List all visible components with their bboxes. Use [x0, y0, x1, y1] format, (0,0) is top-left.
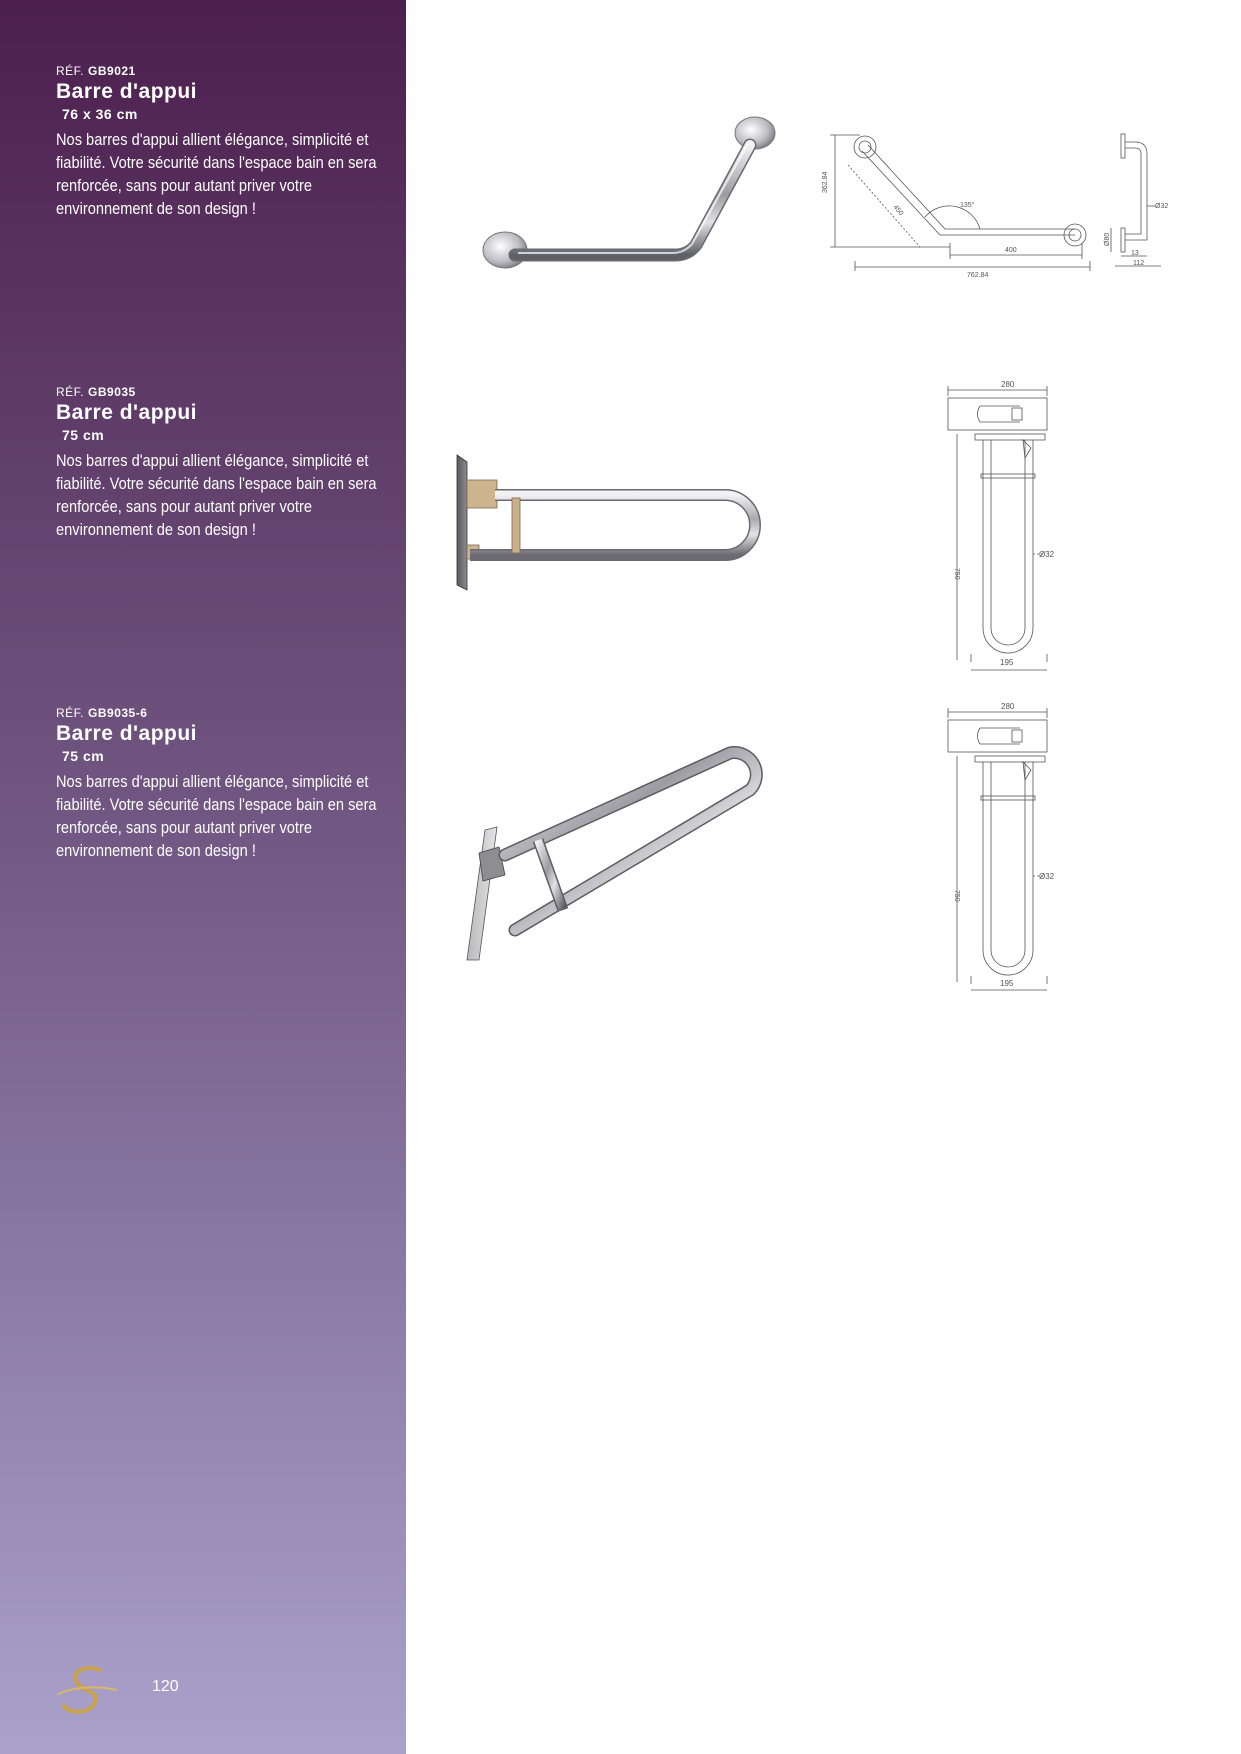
product-ref	[56, 64, 386, 78]
dim-total: 762.84	[967, 272, 989, 279]
dim-length: 750	[953, 890, 960, 902]
product-title: Barre d'appui	[56, 401, 198, 424]
ref-prefix: RÉF.	[56, 706, 85, 720]
dim-lower: 400	[1005, 247, 1017, 254]
sidebar	[0, 0, 406, 1754]
side-offset: 13	[1131, 250, 1139, 257]
technical-drawing-gb9021-side	[1105, 128, 1185, 268]
dim-bottom-width: 195	[1000, 658, 1014, 667]
dim-diameter: Ø32	[1039, 550, 1055, 559]
product-title: Barre d'appui	[56, 722, 198, 745]
technical-drawing-gb9035-6	[935, 700, 1075, 995]
product-size: 75 cm	[62, 427, 105, 443]
side-depth: 112	[1133, 260, 1145, 267]
product-gb9035-6-text	[56, 706, 386, 862]
product-description: Nos barres d'appui allient élégance, simplicité et fiabilité. Votre sécurité dans l'espace bain en sera renforcée, sans pour autant priver votre environnement de son design !	[56, 130, 377, 218]
dim-diagonal: 450	[891, 203, 905, 218]
product-description: Nos barres d'appui allient élégance, simplicité et fiabilité. Votre sécurité dans l'espace bain en sera renforcée, sans pour autant priver votre environnement de son design !	[56, 451, 377, 539]
product-ref	[56, 706, 386, 720]
technical-drawing-gb9021	[820, 125, 1100, 285]
dim-length: 750	[953, 568, 960, 580]
ref-prefix: RÉF.	[56, 64, 85, 78]
dim-plate-width: 280	[1001, 380, 1015, 389]
page-number: 120	[152, 1678, 179, 1695]
ref-prefix: RÉF.	[56, 385, 85, 399]
product-ref	[56, 385, 386, 399]
side-diameter: Ø32	[1155, 203, 1169, 210]
product-photo-angled-grab-bar	[470, 105, 800, 285]
ref-code: GB9035-6	[88, 706, 148, 720]
dim-height: 362.84	[822, 171, 829, 193]
product-size: 76 x 36 cm	[62, 106, 138, 122]
product-gb9021-text	[56, 64, 386, 220]
dim-bottom-width: 195	[1000, 979, 1014, 988]
brand-logo-icon	[56, 1664, 120, 1718]
product-photo-folding-bar-tilted	[455, 735, 795, 970]
product-description: Nos barres d'appui allient élégance, simplicité et fiabilité. Votre sécurité dans l'espace bain en sera renforcée, sans pour autant priver votre environnement de son design !	[56, 772, 377, 860]
product-gb9035-text	[56, 385, 386, 541]
ref-code: GB9035	[88, 385, 136, 399]
technical-drawing-gb9035	[935, 378, 1075, 668]
ref-code: GB9021	[88, 64, 136, 78]
dim-plate-width: 280	[1001, 702, 1015, 711]
side-flange: Ø80	[1104, 232, 1111, 246]
product-title: Barre d'appui	[56, 80, 198, 103]
dim-angle: 135°	[960, 202, 975, 209]
product-size: 75 cm	[62, 748, 105, 764]
dim-diameter: Ø32	[1039, 872, 1055, 881]
product-photo-folding-bar-horizontal	[455, 450, 795, 600]
